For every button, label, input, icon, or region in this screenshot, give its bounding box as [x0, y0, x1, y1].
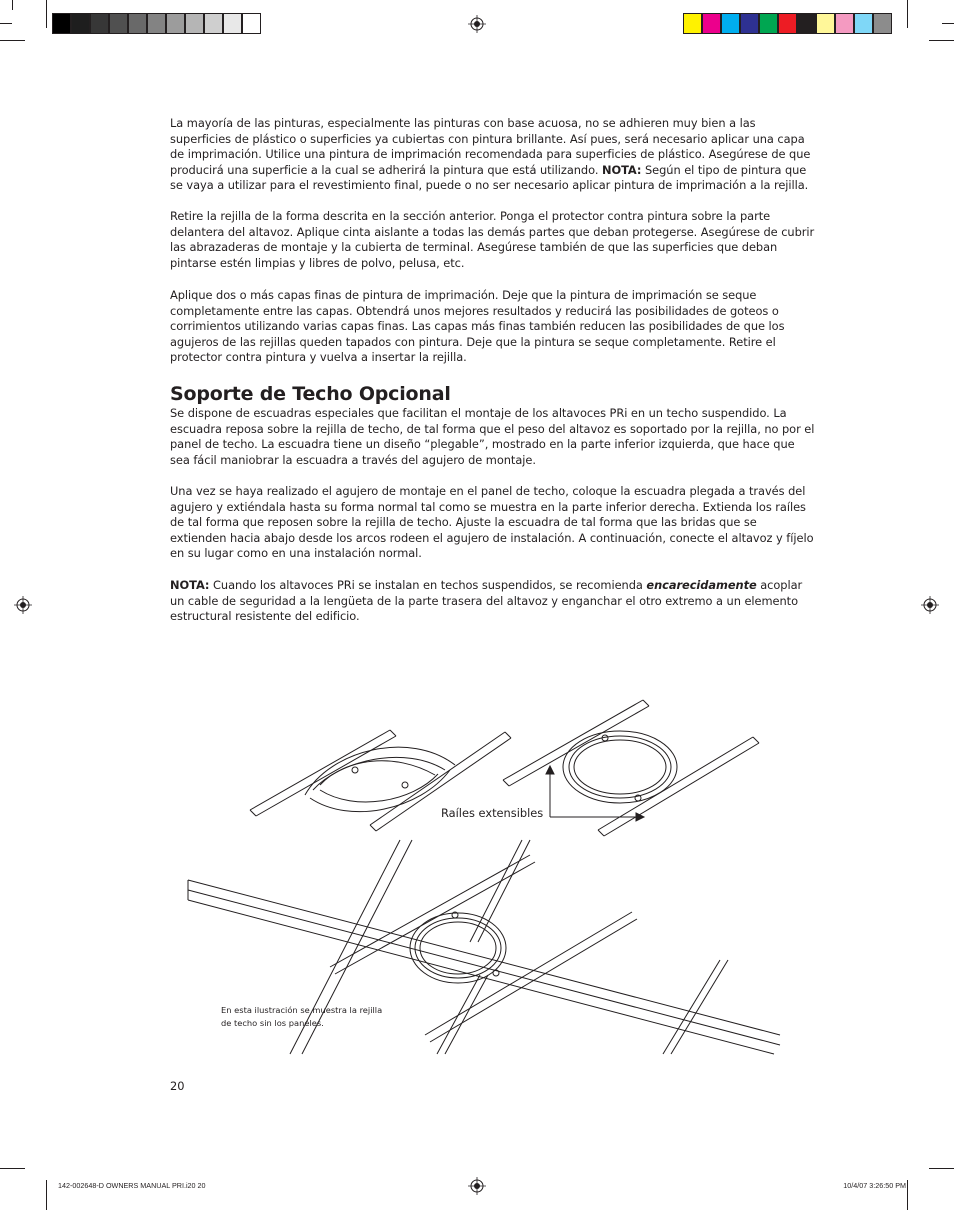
- swatch: [223, 13, 242, 34]
- swatch: [816, 13, 835, 34]
- paragraph-masking: [170, 209, 815, 271]
- swatch: [185, 13, 204, 34]
- crop-mark: [929, 1168, 954, 1169]
- text-run: La mayoría de las pinturas, especialmente las pinturas con base acuosa, no se adhieren muy bien a las superficies de plástico o superficies ya cubiertas con pintura brillante. Así pues, será necesario aplicar una capa de imprimación. Utilice una pintura de imprimación recomendada para superficies de plástico. Asegúrese de que producirá una superficie a la cual se adherirá la pintura que está utilizando.: [170, 116, 811, 177]
- crop-mark: [46, 1180, 47, 1210]
- crop-mark: [942, 23, 954, 24]
- crop-mark: [907, 1180, 908, 1210]
- note-label: NOTA:: [170, 578, 210, 592]
- swatch: [128, 13, 147, 34]
- footer-slug-left: 142-002648-D OWNERS MANUAL PRI.i20 20: [58, 1181, 206, 1190]
- swatch: [52, 13, 71, 34]
- color-bar: [683, 13, 892, 34]
- footer-slug-right: 10/4/07 3:26:50 PM: [843, 1181, 906, 1190]
- swatch: [835, 13, 854, 34]
- swatch: [740, 13, 759, 34]
- swatch: [873, 13, 892, 34]
- swatch: [166, 13, 185, 34]
- text-run: Aplique dos o más capas finas de pintura de imprimación. Deje que la pintura de imprimación se seque completamente entre las capas. Obtendrá unos mejores resultados y reducirá las posibilidades de goteos o corrimientos utilizando varias capas finas. Las capas más finas también reducen las posibilidades de que los agujeros de las rejillas queden tapados con pintura. Deje que la pintura se seque completamente. Retire el protector contra pintura y vuelva a insertar la rejilla.: [170, 288, 785, 365]
- swatch: [759, 13, 778, 34]
- swatch: [204, 13, 223, 34]
- text-run: acoplar un cable de seguridad a la lengüeta de la parte trasera del altavoz y enganchar el otro extremo a un elemento estructural resistente del edificio.: [170, 578, 803, 624]
- paragraph-primer-coats: [170, 288, 815, 366]
- crop-mark: [907, 0, 908, 28]
- text-run: Según el tipo de pintura que se vaya a utilizar para el revestimiento final, puede o no ser necesario aplicar pintura de imprimación a la rejilla.: [170, 162, 809, 193]
- paragraph-ceiling-intro: [170, 406, 815, 468]
- swatch: [778, 13, 797, 34]
- swatch: [242, 13, 261, 34]
- text-run: Retire la rejilla de la forma descrita en la sección anterior. Ponga el protector contra pintura sobre la parte delantera del altavoz. Aplique cinta aislante a todas las demás partes que deban protegerse. Asegúrese de cubrir las abrazaderas de montaje y la cubierta de terminal. Asegúrese también de que las superficies que deban pintarse estén limpias y libres de polvo, pelusa, etc.: [170, 209, 815, 270]
- registration-mark-icon: [14, 596, 32, 614]
- text-run: Una vez se haya realizado el agujero de montaje en el panel de techo, coloque la escuadra plegada a través del agujero y extiéndala hasta su forma normal tal como se muestra en la parte inferior derecha. Extienda los raíles de tal forma que reposen sobre la rejilla de techo. Ajuste la escuadra de tal forma que las bridas que se extienden hacia abajo desde los arcos rodeen el agujero de instalación. A continuación, conecte el altavoz y fíjelo en su lugar como en una instalación normal.: [170, 484, 814, 561]
- crop-mark: [0, 40, 25, 41]
- swatch: [797, 13, 816, 34]
- note-label: NOTA:: [601, 162, 642, 177]
- paragraph-safety-note: [170, 578, 815, 625]
- grayscale-bar: [52, 13, 261, 34]
- paragraph-primer-intro: [170, 116, 815, 194]
- section-title: Soporte de Techo Opcional: [170, 383, 451, 405]
- swatch: [90, 13, 109, 34]
- swatch: [721, 13, 740, 34]
- swatch: [71, 13, 90, 34]
- rails-callout-label: Raíles extensibles: [441, 806, 544, 820]
- paragraph-ceiling-install: [170, 484, 815, 562]
- crop-mark: [0, 1168, 25, 1169]
- crop-mark: [46, 0, 47, 28]
- swatch: [147, 13, 166, 34]
- text-run: Cuando los altavoces PRi se instalan en techos suspendidos, se recomienda: [209, 578, 647, 592]
- illustration-caption: En esta ilustración se muestra la rejilla de techo sin los paneles.: [221, 1005, 383, 1028]
- page-number: 20: [170, 1079, 185, 1093]
- crop-mark: [929, 40, 954, 41]
- swatch: [854, 13, 873, 34]
- emphasis-text: encarecidamente: [646, 578, 757, 592]
- swatch: [683, 13, 702, 34]
- registration-mark-icon: [468, 1177, 486, 1195]
- crop-mark: [0, 23, 12, 24]
- text-run: Se dispone de escuadras especiales que facilitan el montaje de los altavoces PRi en un techo suspendido. La escuadra reposa sobre la rejilla de techo, de tal forma que el peso del altavoz es soportado por la rejilla, no por el panel de techo. La escuadra tiene un diseño “plegable”, mostrado en la parte inferior izquierda, que hace que sea fácil maniobrar la escuadra a través del agujero de montaje.: [170, 406, 815, 467]
- swatch: [702, 13, 721, 34]
- crop-mark: [12, 0, 13, 10]
- registration-mark-icon: [468, 15, 486, 33]
- registration-mark-icon: [921, 596, 939, 614]
- swatch: [109, 13, 128, 34]
